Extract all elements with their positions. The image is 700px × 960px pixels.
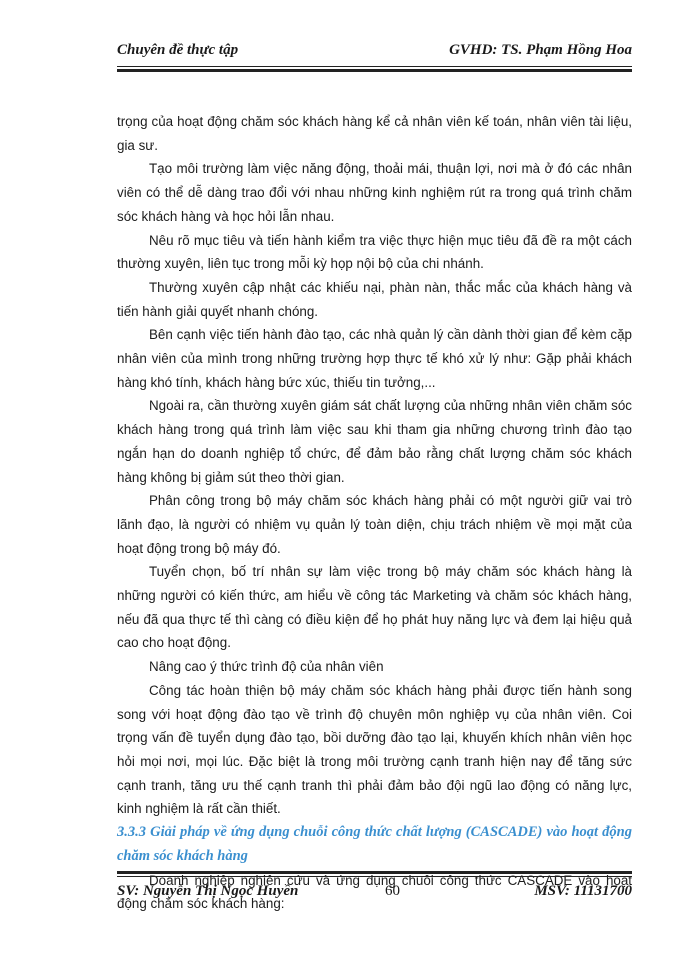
paragraph: Ngoài ra, cần thường xuyên giám sát chất lượng của những nhân viên chăm sóc khách hàng trong quá trình làm việc sau khi tham gia những chương trình đào tạo ngắn hạn do doanh nghiệp tổ chức, để đảm bảo rằng chất lượng chăm sóc khách hàng không bị giảm sút theo thời gian. [117,398,632,485]
paragraph: Nâng cao ý thức trình độ của nhân viên [149,659,384,675]
paragraph: Tuyển chọn, bố trí nhân sự làm việc trong bộ máy chăm sóc khách hàng là những người có kiến thức, am hiểu về công tác Marketing và chăm sóc khách hàng, nếu đã qua thực tế thì càng có điều kiện để họ phát huy năng lực và đem lại hiệu quả cao cho hoạt động. [117,564,632,651]
section-heading: 3.3.3 Giải pháp về ứng dụng chuỗi công thức chất lượng (CASCADE) vào hoạt động chăm sóc khách hàng [117,824,632,864]
paragraph: Phân công trong bộ máy chăm sóc khách hàng phải có một người giữ vai trò lãnh đạo, là người có nhiệm vụ quản lý toàn diện, chịu trách nhiệm về mọi mặt của hoạt động trong bộ máy đó. [117,493,632,556]
paragraph: Nêu rõ mục tiêu và tiến hành kiểm tra việc thực hiện mục tiêu đã đề ra một cách thường xuyên, liên tục trong mỗi kỳ họp nội bộ của chi nhánh. [117,232,632,272]
footer-student-id: MSV: 11131700 [534,883,632,899]
paragraph: Doanh nghiệp nghiên cứu và ứng dụng chuỗi công thức CASCADE vào hoạt động chăm sóc khách hàng: [117,872,632,912]
page-number: 60 [385,883,400,899]
page-footer [117,880,632,902]
paragraph: Công tác hoàn thiện bộ máy chăm sóc khách hàng phải được tiến hành song song với hoạt động đào tạo về trình độ chuyên môn nghiệp vụ của nhân viên. Coi trọng vấn đề tuyển dụng đào tạo, bồi dưỡng đào tạo lại, khuyến khích nhân viên học hỏi mọi nơi, mọi lúc. Đặc biệt là trong môi trường cạnh tranh hiện nay để tăng sức cạnh tranh, tăng ưu thế cạnh tranh thì phải đảm bảo đội ngũ lao động có năng lực, kinh nghiệm là rất cần thiết. [117,682,632,817]
paragraph: Tạo môi trường làm việc năng động, thoải mái, thuận lợi, nơi mà ở đó các nhân viên có thể dễ dàng trao đổi với nhau những kinh nghiệm rút ra trong quá trình chăm sóc khách hàng và học hỏi lẫn nhau. [117,161,632,224]
header-rule-thin [117,66,632,67]
footer-student-name: SV: Nguyễn Thị Ngọc Huyền [117,883,299,899]
footer-rule-thick [117,871,632,874]
paragraph: trọng của hoạt động chăm sóc khách hàng kể cả nhân viên kế toán, nhân viên tài liệu, gia sư. [117,114,632,153]
header-course-title: Chuyên đề thực tập [117,42,239,58]
header-rule-thick [117,69,632,72]
page-header [117,38,632,64]
footer-rule-thin [117,876,632,877]
paragraph: Bên cạnh việc tiến hành đào tạo, các nhà quản lý cần dành thời gian để kèm cặp nhân viên của mình trong những trường hợp thực tế khó xử lý như: Gặp phải khách hàng khó tính, khách hàng bức xúc, thiếu tin tưởng,... [117,327,632,390]
paragraph: Thường xuyên cập nhật các khiếu nại, phàn nàn, thắc mắc của khách hàng và tiến hành giải quyết nhanh chóng. [117,279,632,319]
document-body [117,110,632,916]
header-supervisor: GVHD: TS. Phạm Hồng Hoa [449,42,632,58]
